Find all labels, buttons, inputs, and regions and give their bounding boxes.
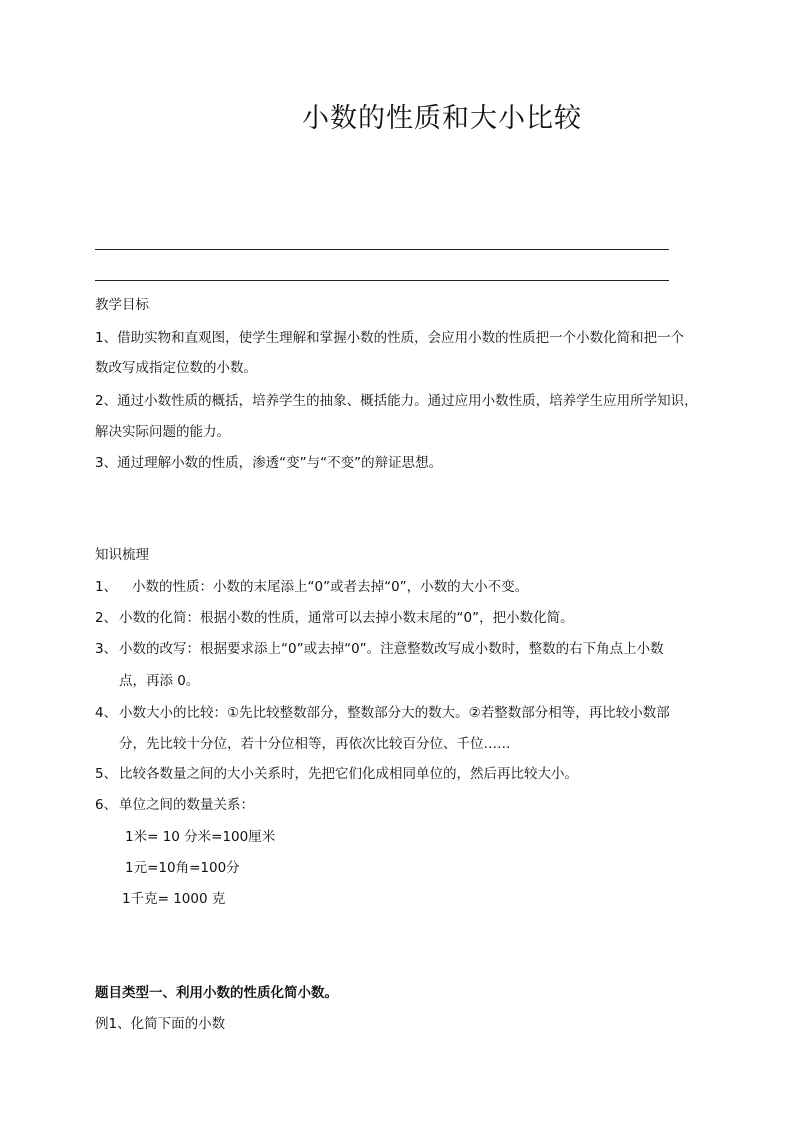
knowledge-item-4-cont: 分，先比较十分位，若十分位相等，再依次比较百分位、千位……	[119, 736, 511, 752]
answer-line-1	[95, 249, 669, 250]
goals-heading: 教学目标	[95, 297, 149, 313]
goals-line-1: 1、借助实物和直观图，使学生理解和掌握小数的性质，会应用小数的性质把一个小数化简和把一个	[95, 330, 685, 346]
item-number: 5、	[95, 766, 118, 782]
goals-line-2: 数改写成指定位数的小数。	[95, 360, 257, 376]
page-title: 小数的性质和大小比较	[302, 103, 582, 134]
item-text: 比较各数量之间的大小关系时，先把它们化成相同单位的，然后再比较大小。	[119, 766, 578, 782]
item-text: 小数的性质：小数的末尾添上“0”或者去掉“0”，小数的大小不变。	[132, 579, 529, 595]
unit-relation-2: 1元=10角=100分	[125, 860, 240, 876]
type1-heading: 题目类型一、利用小数的性质化简小数。	[95, 985, 338, 1001]
item-number: 1、	[95, 579, 118, 595]
goals-line-4: 解决实际问题的能力。	[95, 424, 230, 440]
goals-line-3: 2、通过小数性质的概括，培养学生的抽象、概括能力。通过应用小数性质，培养学生应用所学知识，	[95, 393, 698, 409]
item-text: 小数的改写：根据要求添上“0”或去掉“0”。注意整数改写成小数时，整数的右下角点上小数	[119, 641, 664, 657]
item-number: 6、	[95, 797, 118, 813]
answer-line-2	[95, 280, 669, 281]
type1-example: 例1、化简下面的小数	[95, 1016, 226, 1032]
item-number: 2、	[95, 610, 118, 626]
item-text: 单位之间的数量关系：	[119, 797, 254, 813]
unit-relation-1: 1米= 10 分米=100厘米	[125, 829, 276, 845]
goals-line-5: 3、通过理解小数的性质，渗透“变”与“不变”的辩证思想。	[95, 455, 443, 471]
item-number: 4、	[95, 705, 118, 721]
unit-relation-3: 1千克= 1000 克	[122, 891, 226, 907]
item-text: 小数的化简：根据小数的性质，通常可以去掉小数末尾的“0”，把小数化简。	[119, 610, 574, 626]
item-text: 小数大小的比较：①先比较整数部分，整数部分大的数大。②若整数部分相等，再比较小数部	[119, 705, 670, 721]
knowledge-heading: 知识梳理	[95, 547, 149, 563]
knowledge-item-3-cont: 点，再添 0。	[119, 673, 200, 689]
item-number: 3、	[95, 641, 118, 657]
